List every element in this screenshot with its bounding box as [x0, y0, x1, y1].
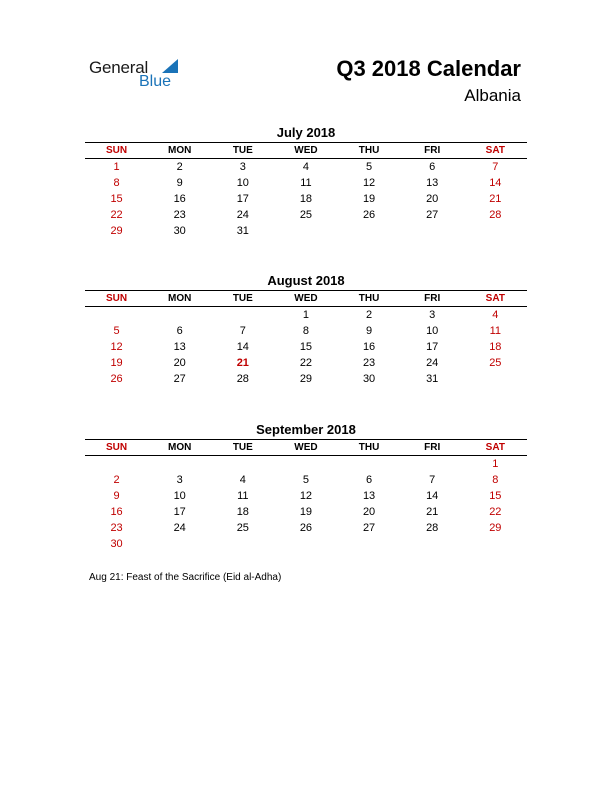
date-cell: 6 — [429, 161, 436, 173]
date-cell: 3 — [429, 309, 436, 321]
date-cell — [148, 307, 211, 323]
date-cell: 9 — [113, 490, 120, 502]
weekday-header: THU — [358, 145, 380, 156]
date-cell: 13 — [426, 177, 439, 189]
week-row — [85, 504, 527, 520]
date-cell: 2 — [366, 309, 373, 321]
week-row — [85, 456, 527, 472]
date-cell: 12 — [362, 177, 376, 189]
date-cell: 19 — [299, 506, 313, 518]
date-cell: 7 — [492, 161, 499, 173]
date-cell: 16 — [173, 193, 186, 205]
weekday-header: MON — [168, 145, 192, 156]
weekday-header: SUN — [106, 145, 128, 156]
month-title: July 2018 — [276, 125, 336, 140]
date-cell: 21 — [426, 506, 439, 518]
weekday-header: WED — [294, 442, 318, 453]
date-cell: 16 — [362, 341, 376, 353]
date-cell: 22 — [110, 209, 123, 221]
date-cell — [401, 536, 464, 552]
logo-triangle-icon — [162, 59, 178, 73]
date-cell: 27 — [362, 522, 376, 534]
date-cell: 13 — [362, 490, 376, 502]
date-cell: 12 — [299, 490, 313, 502]
date-cell: 23 — [173, 209, 186, 221]
date-cell — [464, 371, 527, 387]
week-row — [85, 223, 527, 239]
week-row — [85, 339, 527, 355]
date-cell: 12 — [110, 341, 123, 353]
week-row — [85, 472, 527, 488]
date-cell: 24 — [236, 209, 249, 221]
date-cell — [401, 223, 464, 239]
weekday-header: THU — [358, 293, 380, 304]
weekday-header: TUE — [232, 145, 253, 156]
date-cell — [274, 456, 337, 472]
date-cell: 29 — [489, 522, 502, 534]
date-cell: 28 — [489, 209, 502, 221]
date-cell: 19 — [110, 357, 123, 369]
weekday-header: TUE — [232, 442, 253, 453]
date-cell — [274, 536, 337, 552]
date-cell: 28 — [236, 373, 249, 385]
date-cell: 1 — [113, 161, 120, 173]
week-row — [85, 355, 527, 371]
date-cell: 30 — [173, 225, 186, 237]
week-row — [85, 520, 527, 536]
logo-general-text: General — [89, 58, 149, 77]
date-cell: 4 — [492, 309, 499, 321]
month-title: September 2018 — [256, 422, 356, 437]
date-cell: 2 — [176, 161, 183, 173]
date-cell — [274, 223, 337, 239]
week-row — [85, 207, 527, 223]
holiday-date-cell: 21 — [236, 357, 249, 369]
date-cell: 4 — [302, 161, 309, 173]
date-cell — [464, 536, 527, 552]
weekday-header: FRI — [424, 293, 441, 304]
date-cell: 14 — [489, 177, 502, 189]
date-cell: 30 — [362, 373, 376, 385]
date-cell: 5 — [366, 161, 373, 173]
weekday-header: MON — [168, 442, 192, 453]
date-cell — [211, 536, 274, 552]
generalblue-logo — [89, 56, 189, 92]
date-cell: 20 — [426, 193, 439, 205]
date-cell: 25 — [299, 209, 313, 221]
date-cell: 26 — [299, 522, 313, 534]
month-title: August 2018 — [267, 273, 345, 288]
holiday-note: Aug 21: Feast of the Sacrifice (Eid al-Adha) — [89, 572, 282, 583]
date-cell: 17 — [236, 193, 249, 205]
date-cell — [401, 456, 464, 472]
date-cell: 29 — [110, 225, 123, 237]
country-name: Albania — [464, 86, 521, 105]
date-cell: 9 — [366, 325, 373, 337]
date-cell: 18 — [489, 341, 502, 353]
date-cell: 25 — [236, 522, 249, 534]
date-cell: 4 — [239, 474, 246, 486]
date-cell: 23 — [110, 522, 123, 534]
week-row — [85, 159, 527, 175]
date-cell: 20 — [173, 357, 186, 369]
date-cell — [464, 223, 527, 239]
date-cell: 2 — [113, 474, 120, 486]
page-title: Q3 2018 Calendar — [336, 56, 521, 81]
date-cell: 30 — [110, 538, 123, 550]
week-row — [85, 536, 527, 552]
date-cell: 6 — [176, 325, 183, 337]
date-cell: 14 — [236, 341, 249, 353]
date-cell — [148, 536, 211, 552]
weekday-header: SUN — [106, 293, 128, 304]
date-cell: 10 — [236, 177, 249, 189]
date-cell: 26 — [362, 209, 376, 221]
weekday-header: WED — [294, 145, 318, 156]
date-cell: 27 — [173, 373, 186, 385]
month-calendar-september — [85, 421, 527, 552]
date-cell — [338, 456, 401, 472]
weekday-header: SAT — [485, 145, 505, 156]
date-cell: 3 — [176, 474, 183, 486]
date-cell: 8 — [113, 177, 120, 189]
weekday-header-row — [85, 142, 527, 159]
date-cell: 22 — [489, 506, 502, 518]
weekday-header: THU — [358, 442, 380, 453]
date-cell: 6 — [366, 474, 373, 486]
week-row — [85, 371, 527, 387]
date-cell: 24 — [173, 522, 186, 534]
date-cell: 5 — [113, 325, 120, 337]
month-calendar-august — [85, 272, 527, 387]
week-row — [85, 307, 527, 323]
date-cell: 7 — [429, 474, 436, 486]
weekday-header: WED — [294, 293, 318, 304]
date-cell: 16 — [110, 506, 123, 518]
date-cell: 20 — [362, 506, 376, 518]
date-cell: 15 — [489, 490, 502, 502]
week-row — [85, 191, 527, 207]
date-cell: 26 — [110, 373, 123, 385]
date-cell: 25 — [489, 357, 502, 369]
date-cell: 11 — [300, 177, 312, 189]
date-cell: 31 — [426, 373, 439, 385]
date-cell: 7 — [239, 325, 246, 337]
date-cell: 5 — [302, 474, 309, 486]
date-cell: 3 — [239, 161, 246, 173]
date-cell: 22 — [299, 357, 313, 369]
week-row — [85, 488, 527, 504]
date-cell: 23 — [362, 357, 376, 369]
date-cell: 24 — [426, 357, 439, 369]
date-cell: 29 — [299, 373, 313, 385]
weekday-header: SUN — [106, 442, 128, 453]
date-cell: 15 — [110, 193, 123, 205]
date-cell: 19 — [362, 193, 376, 205]
month-calendar-july — [85, 124, 527, 239]
weekday-header: TUE — [232, 293, 253, 304]
date-cell: 10 — [173, 490, 186, 502]
logo-blue-text: Blue — [139, 73, 172, 90]
holiday-notes — [89, 572, 281, 583]
date-cell: 27 — [426, 209, 439, 221]
date-cell: 14 — [426, 490, 439, 502]
date-cell: 11 — [237, 490, 249, 502]
weekday-header: FRI — [424, 145, 441, 156]
date-cell — [338, 223, 401, 239]
date-cell: 8 — [302, 325, 309, 337]
date-cell: 18 — [236, 506, 249, 518]
date-cell — [148, 456, 211, 472]
date-cell — [338, 536, 401, 552]
date-cell: 11 — [489, 325, 502, 337]
date-cell: 13 — [173, 341, 186, 353]
weekday-header-row — [85, 290, 527, 307]
date-cell — [85, 456, 148, 472]
date-cell: 31 — [236, 225, 249, 237]
date-cell — [85, 307, 148, 323]
date-cell: 18 — [299, 193, 313, 205]
weekday-header: SAT — [485, 293, 505, 304]
date-cell: 21 — [489, 193, 502, 205]
week-row — [85, 323, 527, 339]
week-row — [85, 175, 527, 191]
date-cell: 17 — [173, 506, 186, 518]
weekday-header-row — [85, 439, 527, 456]
date-cell: 28 — [426, 522, 439, 534]
date-cell — [211, 307, 274, 323]
date-cell: 1 — [492, 458, 499, 470]
date-cell: 1 — [302, 309, 309, 321]
date-cell: 15 — [299, 341, 313, 353]
date-cell: 8 — [492, 474, 499, 486]
date-cell: 17 — [426, 341, 439, 353]
weekday-header: FRI — [424, 442, 441, 453]
date-cell: 10 — [426, 325, 439, 337]
date-cell — [211, 456, 274, 472]
date-cell: 9 — [176, 177, 183, 189]
weekday-header: SAT — [485, 442, 505, 453]
weekday-header: MON — [168, 293, 192, 304]
